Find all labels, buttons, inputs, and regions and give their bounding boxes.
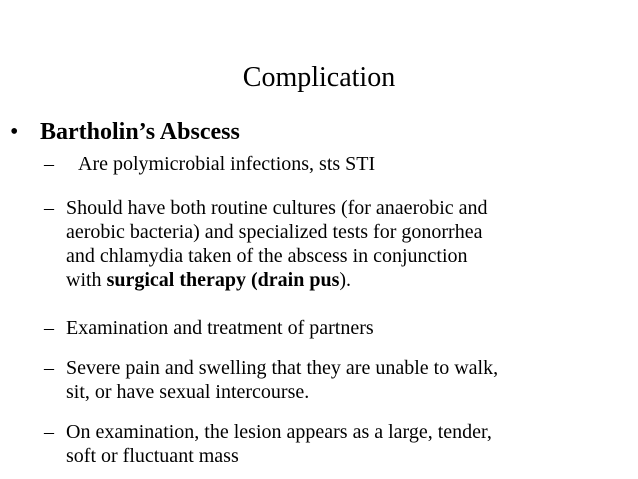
sub-bullet-line: soft or fluctuant mass (66, 445, 239, 467)
sub-bullet-line: and chlamydia taken of the abscess in conjunction (66, 245, 468, 267)
sub-bullet-3 (44, 316, 626, 340)
sub-bullet-5 (44, 420, 626, 468)
line-prefix: with (66, 269, 107, 291)
sub-bullet-line: Examination and treatment of partners (66, 317, 374, 339)
sub-bullet-line: Severe pain and swelling that they are unable to walk, (66, 357, 499, 379)
sub-bullet-line-mixed (66, 268, 626, 292)
dash-marker: – (44, 153, 54, 175)
sub-bullet-line: aerobic bacteria) and specialized tests for gonorrhea (66, 221, 483, 243)
sub-bullet-1 (44, 152, 638, 176)
dash-marker: – (44, 357, 54, 379)
line-suffix: ). (339, 269, 352, 291)
sub-bullet-line: sit, or have sexual intercourse. (66, 381, 310, 403)
dash-marker: – (44, 421, 54, 443)
bold-phrase: surgical therapy (drain pus (106, 269, 340, 291)
sub-bullet-line: Are polymicrobial infections, sts STI (78, 153, 376, 175)
sub-bullet-4 (44, 356, 626, 404)
main-bullet (10, 116, 240, 148)
dash-marker: – (44, 197, 54, 219)
slide-title: Complication (242, 62, 396, 93)
dash-marker: – (44, 317, 54, 339)
bullet-marker: • (10, 119, 19, 145)
sub-bullet-line: On examination, the lesion appears as a large, tender, (66, 421, 492, 443)
sub-bullet-2 (44, 196, 626, 292)
sub-bullet-line: Should have both routine cultures (for anaerobic and (66, 197, 488, 219)
main-bullet-label: Bartholin’s Abscess (40, 119, 240, 145)
